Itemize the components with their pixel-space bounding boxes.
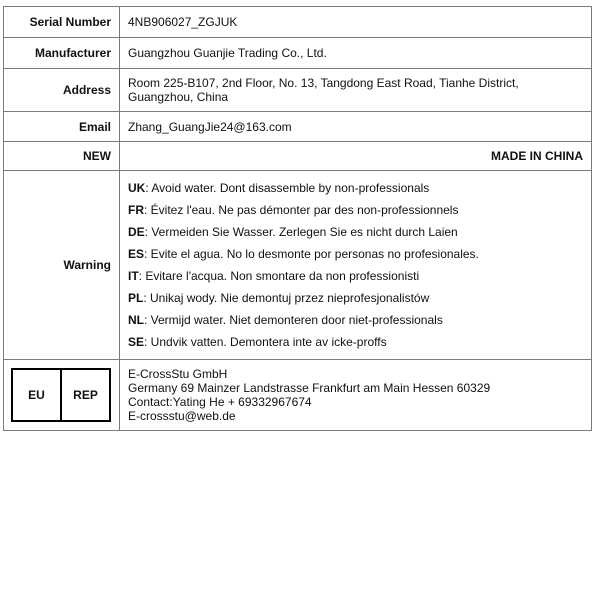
warning-text: : Undvik vatten. Demontera inte av icke-proffs xyxy=(144,335,387,349)
manufacturer-label: Manufacturer xyxy=(4,38,120,69)
warning-line xyxy=(128,287,583,309)
language-code: DE xyxy=(128,225,145,239)
warning-line xyxy=(128,265,583,287)
new-row xyxy=(4,142,592,171)
language-code: IT xyxy=(128,269,139,283)
language-code: PL xyxy=(128,291,144,305)
warning-text: : Unikaj wody. Nie demontuj przez nieprofesjonalistów xyxy=(143,291,430,305)
warning-text: : Avoid water. Dont disassemble by non-professionals xyxy=(145,181,430,195)
new-label: NEW xyxy=(4,142,120,171)
language-code: UK xyxy=(128,181,146,195)
eu-rep-symbol-cell xyxy=(4,360,120,431)
address-value: Room 225-B107, 2nd Floor, No. 13, Tangdong East Road, Tianhe District, Guangzhou, China xyxy=(120,69,592,112)
warning-line xyxy=(128,199,583,221)
address-row xyxy=(4,69,592,112)
warning-line xyxy=(128,177,583,199)
warning-text: : Évitez l'eau. Ne pas démonter par des non-professionnels xyxy=(144,203,459,217)
warning-line xyxy=(128,243,583,265)
warning-text: : Vermijd water. Niet demonteren door niet-professionals xyxy=(144,313,443,327)
eu-rep-contact: Contact:Yating He + 69332967674 xyxy=(128,395,312,409)
eu-rep-row xyxy=(4,360,592,431)
eu-rep-email: E-crossstu@web.de xyxy=(128,409,236,423)
warning-text: : Vermeiden Sie Wasser. Zerlegen Sie es nicht durch Laien xyxy=(144,225,458,239)
address-label: Address xyxy=(4,69,120,112)
warning-line xyxy=(128,331,583,353)
eu-rep-details xyxy=(120,360,592,431)
made-in-value: MADE IN CHINA xyxy=(120,142,592,171)
serial-number-label: Serial Number xyxy=(4,7,120,38)
language-code: NL xyxy=(128,313,144,327)
warning-text: : Evitare l'acqua. Non smontare da non professionisti xyxy=(138,269,420,283)
email-row xyxy=(4,112,592,142)
manufacturer-value: Guangzhou Guanjie Trading Co., Ltd. xyxy=(120,38,592,69)
warning-line xyxy=(128,221,583,243)
manufacturer-row xyxy=(4,38,592,69)
warning-label: Warning xyxy=(4,171,120,360)
warning-list xyxy=(120,171,592,360)
eu-rep-company: E-CrossStu GmbH xyxy=(128,367,228,381)
serial-number-value: 4NB906027_ZGJUK xyxy=(120,7,592,38)
language-code: ES xyxy=(128,247,145,261)
rep-badge: REP xyxy=(60,370,109,420)
eu-rep-symbol xyxy=(11,368,111,422)
eu-rep-address: Germany 69 Mainzer Landstrasse Frankfurt am Main Hessen 60329 xyxy=(128,381,491,395)
warning-row xyxy=(4,171,592,360)
warning-line xyxy=(128,309,583,331)
eu-badge: EU xyxy=(28,388,45,402)
language-code: SE xyxy=(128,335,145,349)
warning-text: : Evite el agua. No lo desmonte por personas no profesionales. xyxy=(144,247,479,261)
serial-number-row xyxy=(4,7,592,38)
language-code: FR xyxy=(128,203,144,217)
product-info-table xyxy=(3,6,592,431)
email-value: Zhang_GuangJie24@163.com xyxy=(120,112,592,142)
email-label: Email xyxy=(4,112,120,142)
